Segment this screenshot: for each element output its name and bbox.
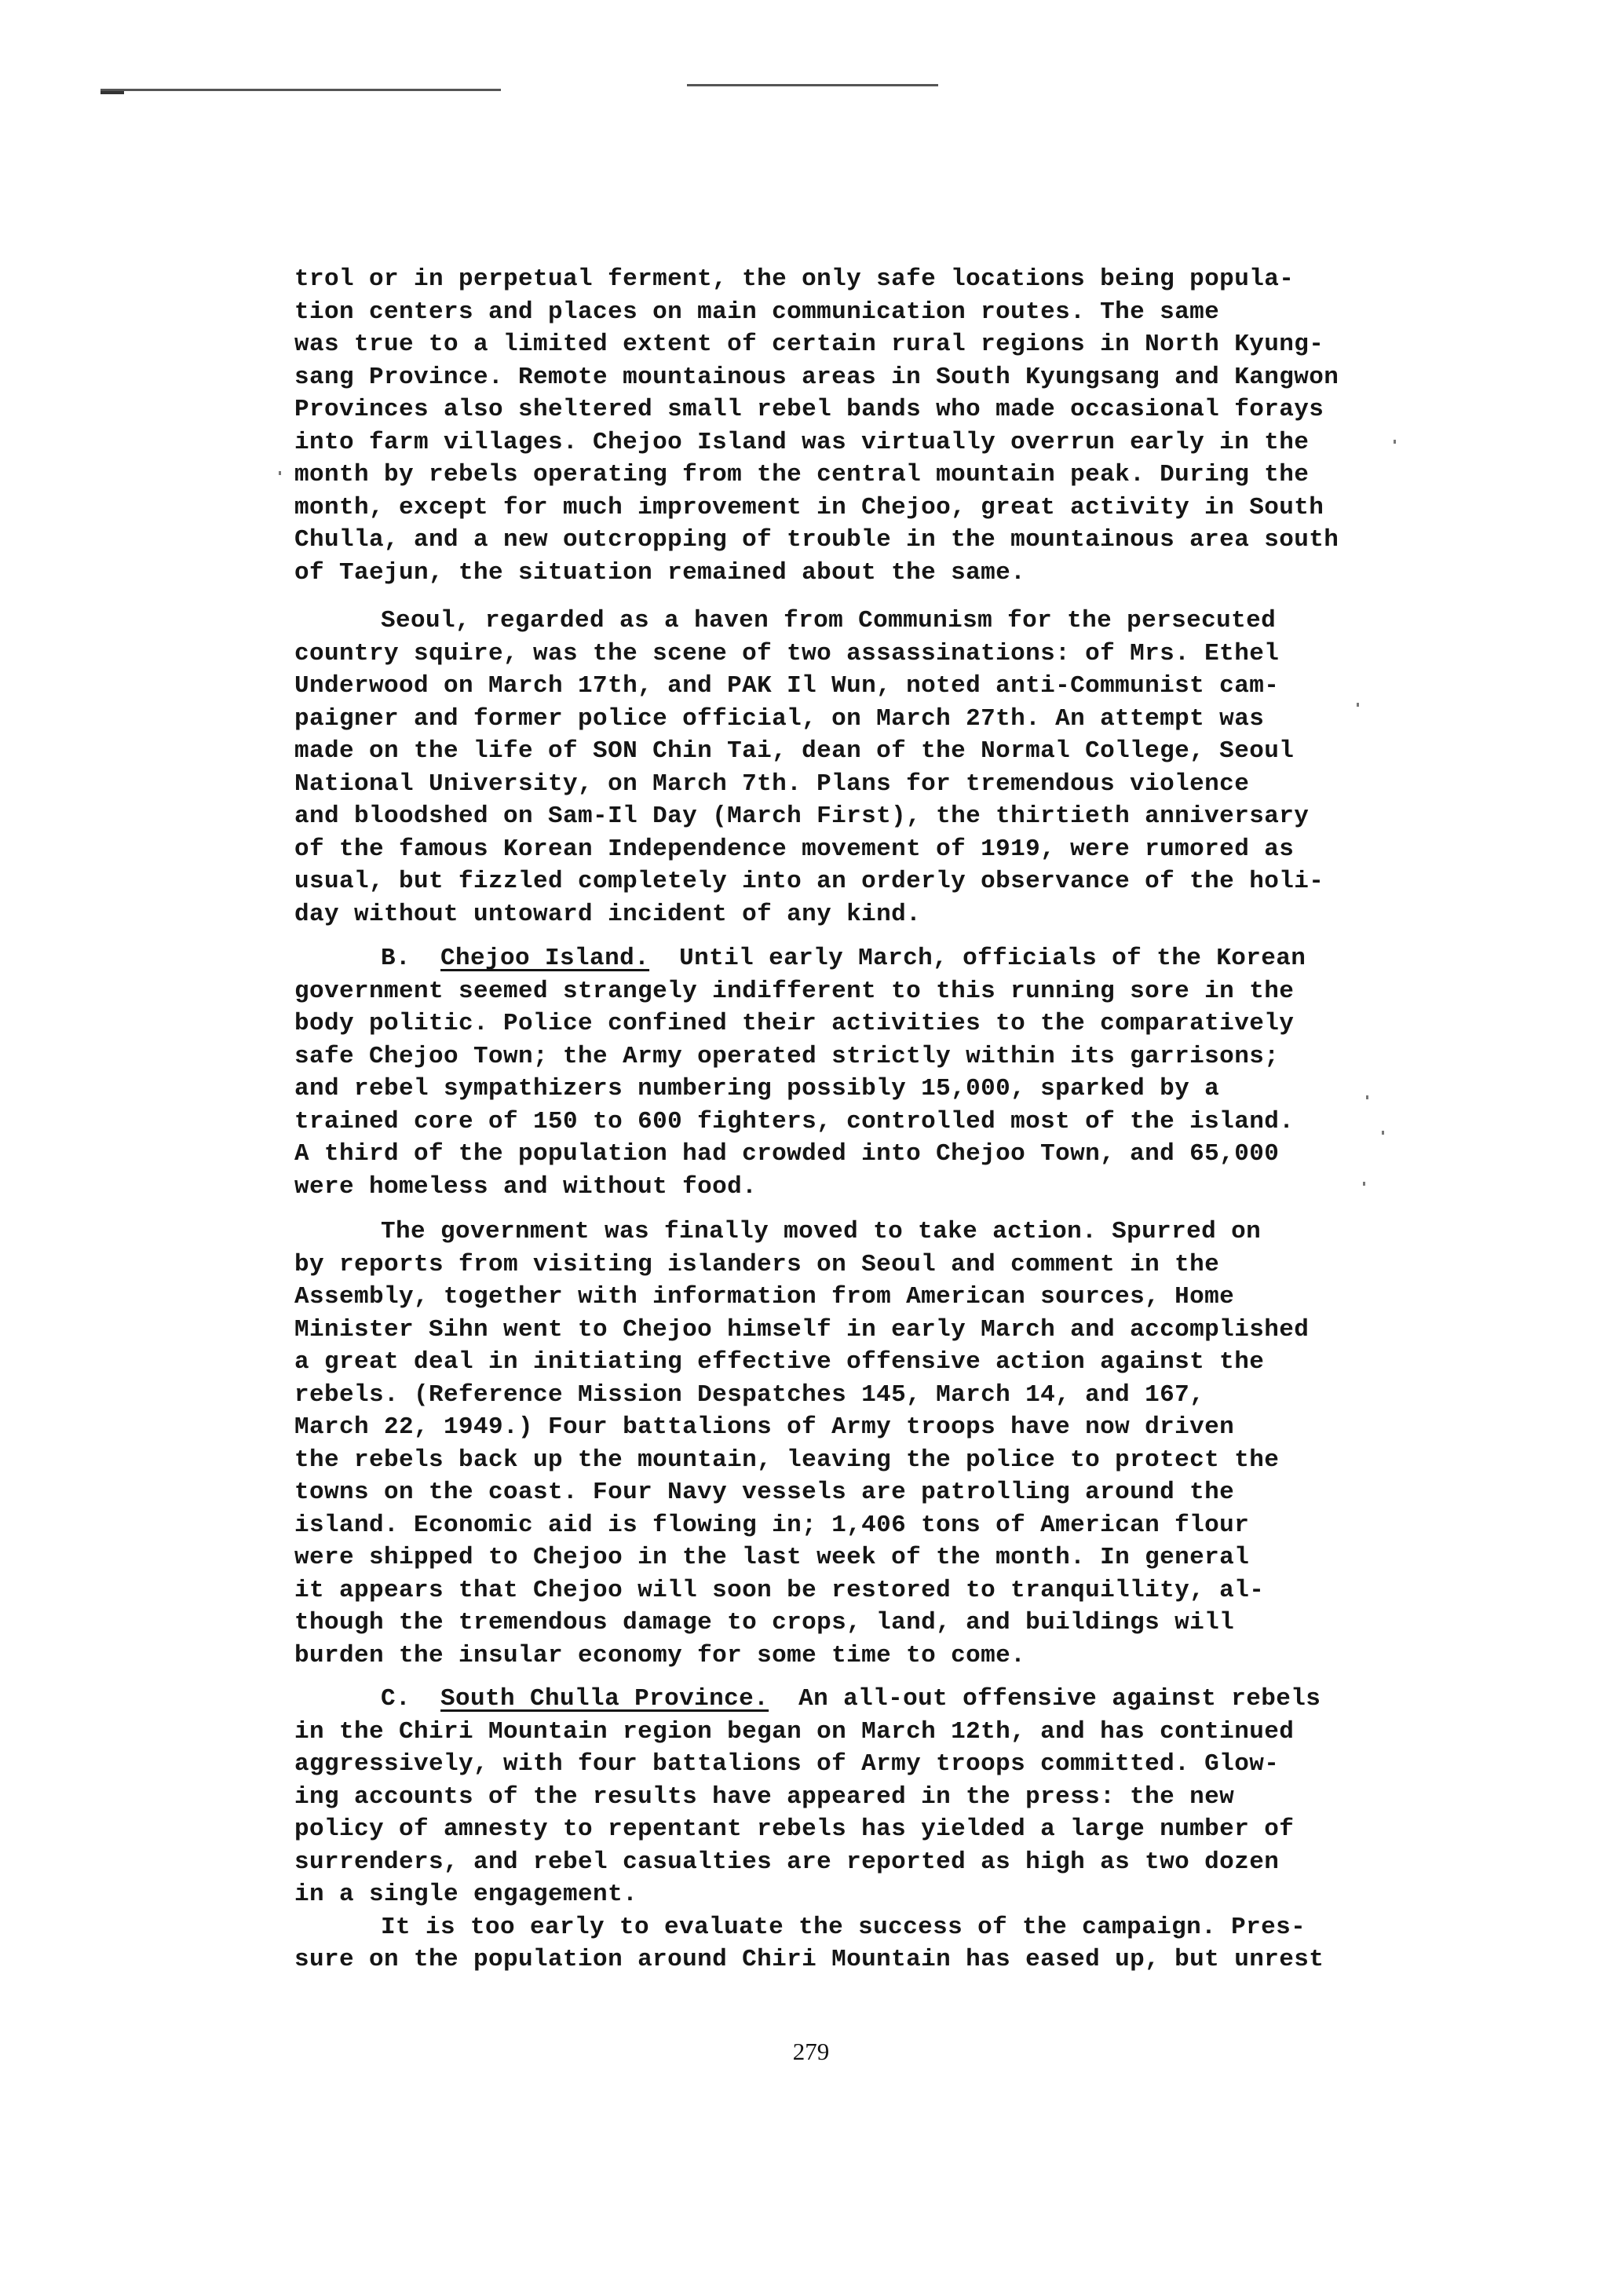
section-label: C. [381, 1685, 411, 1713]
text-line: rebels. (Reference Mission Despatches 145, March 14, and 167, [294, 1380, 1205, 1409]
scan-speck [1357, 703, 1359, 707]
text-line: were homeless and without food. [294, 1172, 758, 1201]
text-line: towns on the coast. Four Navy vessels are patrolling around the [294, 1479, 1235, 1506]
text-line: it appears that Chejoo will soon be restored to tranquillity, al- [294, 1576, 1265, 1604]
text-line: body politic. Police confined their activities to the comparatively [294, 1010, 1295, 1037]
text-line: sang Province. Remote mountainous areas in South Kyungsang and Kangwon [294, 363, 1339, 391]
text-line: trol or in perpetual ferment, the only safe locations being popula- [294, 265, 1295, 293]
text-line: by reports from visiting islanders on Seoul and comment in the [294, 1250, 1220, 1278]
text-line: in the Chiri Mountain region began on March 12th, and has continued [294, 1717, 1295, 1746]
text-line: a great deal in initiating effective offensive action against the [294, 1348, 1265, 1376]
scan-artifact-rule-left [100, 89, 501, 91]
text-line: usual, but fizzled completely into an orderly observance of the holi- [294, 868, 1324, 895]
continuation-paragraph [294, 263, 1362, 589]
text-line: The government was finally moved to take action. Spurred on [381, 1218, 1262, 1245]
text-line: Assembly, together with information from American sources, Home [294, 1283, 1235, 1311]
section-b-heading-line [294, 942, 1362, 975]
text-line: Seoul, regarded as a haven from Communism for the persecuted [381, 607, 1277, 634]
text-line: into farm villages. Chejoo Island was virtually overrun early in the [294, 428, 1310, 456]
scan-speck [279, 471, 281, 475]
text-line: ing accounts of the results have appeared in the press: the new [294, 1782, 1235, 1811]
text-line: made on the life of SON Chin Tai, dean of the Normal College, Seoul [294, 737, 1295, 765]
text-line: were shipped to Chejoo in the last week of the month. In general [294, 1544, 1250, 1571]
text-line: paigner and former police official, on March 27th. An attempt was [294, 704, 1265, 733]
text-line: An all-out offensive against rebels [798, 1685, 1321, 1713]
seoul-paragraph [294, 605, 1362, 930]
section-title: Chejoo Island. [440, 945, 650, 972]
text-line: burden the insular economy for some time to come. [294, 1641, 1026, 1669]
section-title: South Chulla Province. [440, 1685, 769, 1713]
text-line: of the famous Korean Independence movement of 1919, were rumored as [294, 835, 1295, 863]
scan-speck [1394, 440, 1396, 444]
text-line: in a single engagement. [294, 1881, 638, 1908]
page-number: 279 [792, 2038, 830, 2065]
scan-speck [1363, 1182, 1365, 1186]
text-line: government seemed strangely indifferent to this running sore in the [294, 977, 1295, 1005]
text-line: and rebel sympathizers numbering possibly 15,000, sparked by a [294, 1075, 1220, 1102]
section-c-heading-line [294, 1683, 1362, 1716]
scan-artifact-rule-left-short [100, 91, 124, 94]
text-line: though the tremendous damage to crops, land, and buildings will [294, 1609, 1235, 1636]
text-line: policy of amnesty to repentant rebels has yielded a large number of [294, 1815, 1295, 1843]
text-line: Until early March, officials of the Korean [679, 945, 1306, 972]
text-line: Provinces also sheltered small rebel bands who made occasional forays [294, 396, 1324, 423]
section-c-south-chulla [294, 1683, 1362, 1976]
text-line: It is too early to evaluate the success of the campaign. Pres- [381, 1913, 1306, 1941]
section-b-chejoo-island [294, 942, 1362, 1203]
text-line: island. Economic aid is flowing in; 1,406 tons of American flour [294, 1511, 1250, 1539]
text-line: trained core of 150 to 600 fighters, controlled most of the island. [294, 1107, 1295, 1135]
text-line: month, except for much improvement in Chejoo, great activity in South [294, 493, 1324, 521]
text-line: surrenders, and rebel casualties are reported as high as two dozen [294, 1848, 1280, 1876]
scan-artifact-rule-right [687, 84, 938, 86]
text-line: country squire, was the scene of two assassinations: of Mrs. Ethel [294, 639, 1280, 667]
text-line: Minister Sihn went to Chejoo himself in early March and accomplished [294, 1315, 1310, 1344]
text-line: March 22, 1949.) Four battalions of Army troops have now driven [294, 1413, 1235, 1441]
text-line: safe Chejoo Town; the Army operated strictly within its garrisons; [294, 1042, 1280, 1070]
text-line: Chulla, and a new outcropping of trouble in the mountainous area south [294, 526, 1339, 554]
scan-speck [1366, 1095, 1368, 1099]
text-line: sure on the population around Chiri Mountain has eased up, but unrest [294, 1946, 1324, 1973]
text-line: aggressively, with four battalions of Army troops committed. Glow- [294, 1750, 1280, 1778]
text-line: of Taejun, the situation remained about the same. [294, 558, 1026, 587]
section-label: B. [381, 945, 411, 972]
text-line: Underwood on March 17th, and PAK Il Wun, noted anti-Communist cam- [294, 672, 1280, 700]
text-line: tion centers and places on main communication routes. The same [294, 298, 1220, 326]
text-line: A third of the population had crowded into Chejoo Town, and 65,000 [294, 1140, 1280, 1168]
text-line: National University, on March 7th. Plans for tremendous violence [294, 770, 1250, 798]
text-line: month by rebels operating from the central mountain peak. During the [294, 461, 1310, 488]
text-line: the rebels back up the mountain, leaving the police to protect the [294, 1446, 1280, 1474]
text-line: day without untoward incident of any kind. [294, 900, 922, 928]
text-line: and bloodshed on Sam-Il Day (March First), the thirtieth anniversary [294, 803, 1310, 830]
scan-speck [1382, 1131, 1384, 1135]
government-action-paragraph [294, 1216, 1362, 1672]
text-line: was true to a limited extent of certain rural regions in North Kyung- [294, 331, 1324, 358]
